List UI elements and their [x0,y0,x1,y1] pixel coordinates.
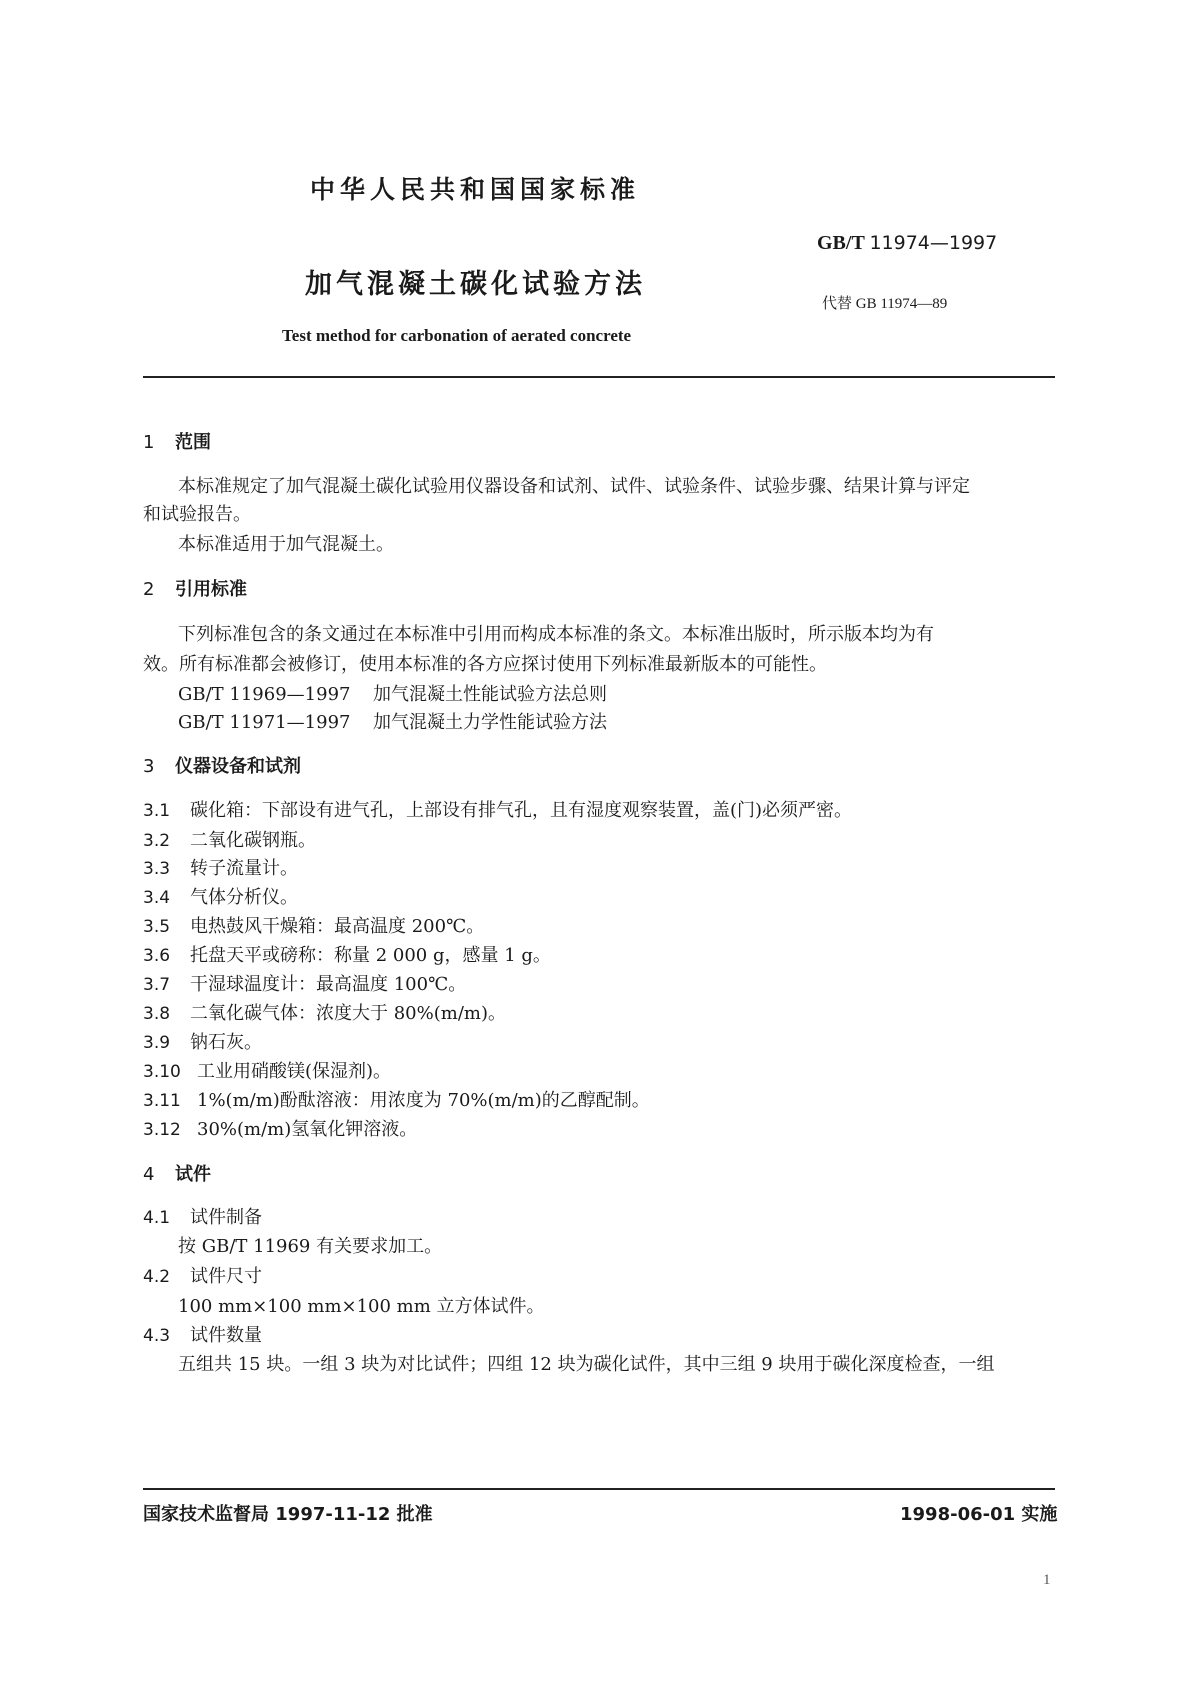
list-item [143,999,506,1025]
reference-title: 加气混凝土力学性能试验方法 [373,712,607,733]
item-text: 30%(m/m)氢氧化钾溶液。 [197,1119,418,1140]
reference-code: GB/T 11971—1997 [178,712,351,733]
section-1-paragraph-2: 本标准适用于加气混凝土。 [178,534,394,555]
effective-date: 1998-06-01 实施 [900,1504,1058,1525]
section-number: 1 [143,432,155,453]
item-text: 托盘天平或磅称：称量 2 000 g，感量 1 g。 [190,945,551,966]
item-text: 二氧化碳气体：浓度大于 80%(m/m)。 [190,1003,506,1024]
section-3-heading [143,752,301,778]
item-number: 3.9 [143,1033,171,1053]
item-number: 3.12 [143,1120,181,1140]
list-item [143,1028,262,1054]
replaces-standard: 代替 GB 11974—89 [822,296,948,312]
reference-title: 加气混凝土性能试验方法总则 [373,684,607,705]
section-title: 范围 [175,432,211,453]
subsection-heading [143,1203,262,1229]
subsection-body: 按 GB/T 11969 有关要求加工。 [178,1236,443,1257]
item-text: 碳化箱：下部设有进气孔，上部设有排气孔，且有湿度观察装置，盖(门)必须严密。 [190,800,853,821]
item-text: 转子流量计。 [190,858,298,879]
section-title: 试件 [175,1164,211,1185]
reference-item [178,680,607,706]
item-number: 3.10 [143,1062,181,1082]
section-1-heading [143,428,211,454]
item-title: 试件尺寸 [190,1266,262,1287]
subsection-heading [143,1321,262,1347]
section-2-paragraph-line-1: 下列标准包含的条文通过在本标准中引用而构成本标准的条文。本标准出版时，所示版本均为有 [178,624,934,645]
list-item [143,1086,650,1112]
item-text: 电热鼓风干燥箱：最高温度 200℃。 [190,916,485,937]
section-number: 4 [143,1164,155,1185]
subsection-heading [143,1262,262,1288]
item-number: 3.3 [143,859,171,879]
item-number: 3.5 [143,917,171,937]
issuing-body-title: 中华人民共和国国家标准 [310,175,641,204]
list-item [143,826,316,852]
subsection-body: 100 mm×100 mm×100 mm 立方体试件。 [178,1296,545,1317]
item-text: 钠石灰。 [190,1032,262,1053]
list-item [143,1057,391,1083]
item-text: 1%(m/m)酚酞溶液：用浓度为 70%(m/m)的乙醇配制。 [197,1090,650,1111]
list-item [143,912,484,938]
item-text: 干湿球温度计：最高温度 100℃。 [190,974,467,995]
page-number: 1 [1043,1572,1051,1588]
list-item [143,970,466,996]
list-item [143,854,298,880]
item-text: 气体分析仪。 [190,887,298,908]
document-title-en: Test method for carbonation of aerated concrete [282,326,632,345]
item-number: 3.11 [143,1091,181,1111]
item-number: 4.3 [143,1326,171,1346]
reference-item [178,708,607,734]
section-2-paragraph-line-2: 效。所有标准都会被修订，使用本标准的各方应探讨使用下列标准最新版本的可能性。 [143,654,827,675]
item-number: 3.4 [143,888,171,908]
standard-number [817,232,997,255]
standard-prefix: GB/T [817,232,865,254]
section-2-heading [143,575,247,601]
section-1-paragraph-line-2: 和试验报告。 [143,504,251,525]
item-number: 4.1 [143,1208,171,1228]
item-text: 工业用硝酸镁(保湿剂)。 [197,1061,392,1082]
item-number: 3.8 [143,1004,171,1024]
section-title: 仪器设备和试剂 [175,756,301,777]
document-title-cn: 加气混凝土碳化试验方法 [305,269,646,300]
list-item [143,1115,417,1141]
list-item [143,883,298,909]
item-text: 二氧化碳钢瓶。 [190,830,316,851]
item-title: 试件数量 [190,1325,262,1346]
item-number: 3.2 [143,831,171,851]
item-number: 3.6 [143,946,171,966]
approval-info: 国家技术监督局 1997-11-12 批准 [143,1504,433,1525]
section-title: 引用标准 [175,579,247,600]
item-number: 4.2 [143,1267,171,1287]
section-1-paragraph-line-1: 本标准规定了加气混凝土碳化试验用仪器设备和试剂、试件、试验条件、试验步骤、结果计算与评定 [178,476,970,497]
header-divider [143,376,1055,378]
item-number: 3.7 [143,975,171,995]
footer-divider [143,1488,1055,1490]
section-number: 3 [143,756,155,777]
reference-code: GB/T 11969—1997 [178,684,351,705]
list-item [143,796,852,822]
subsection-body: 五组共 15 块。一组 3 块为对比试件；四组 12 块为碳化试件，其中三组 9 块用于碳化深度检查，一组 [178,1354,995,1375]
list-item [143,941,551,967]
section-number: 2 [143,579,155,600]
section-4-heading [143,1160,211,1186]
standard-number-value: 11974—1997 [869,232,998,254]
item-title: 试件制备 [190,1207,262,1228]
item-number: 3.1 [143,801,171,821]
